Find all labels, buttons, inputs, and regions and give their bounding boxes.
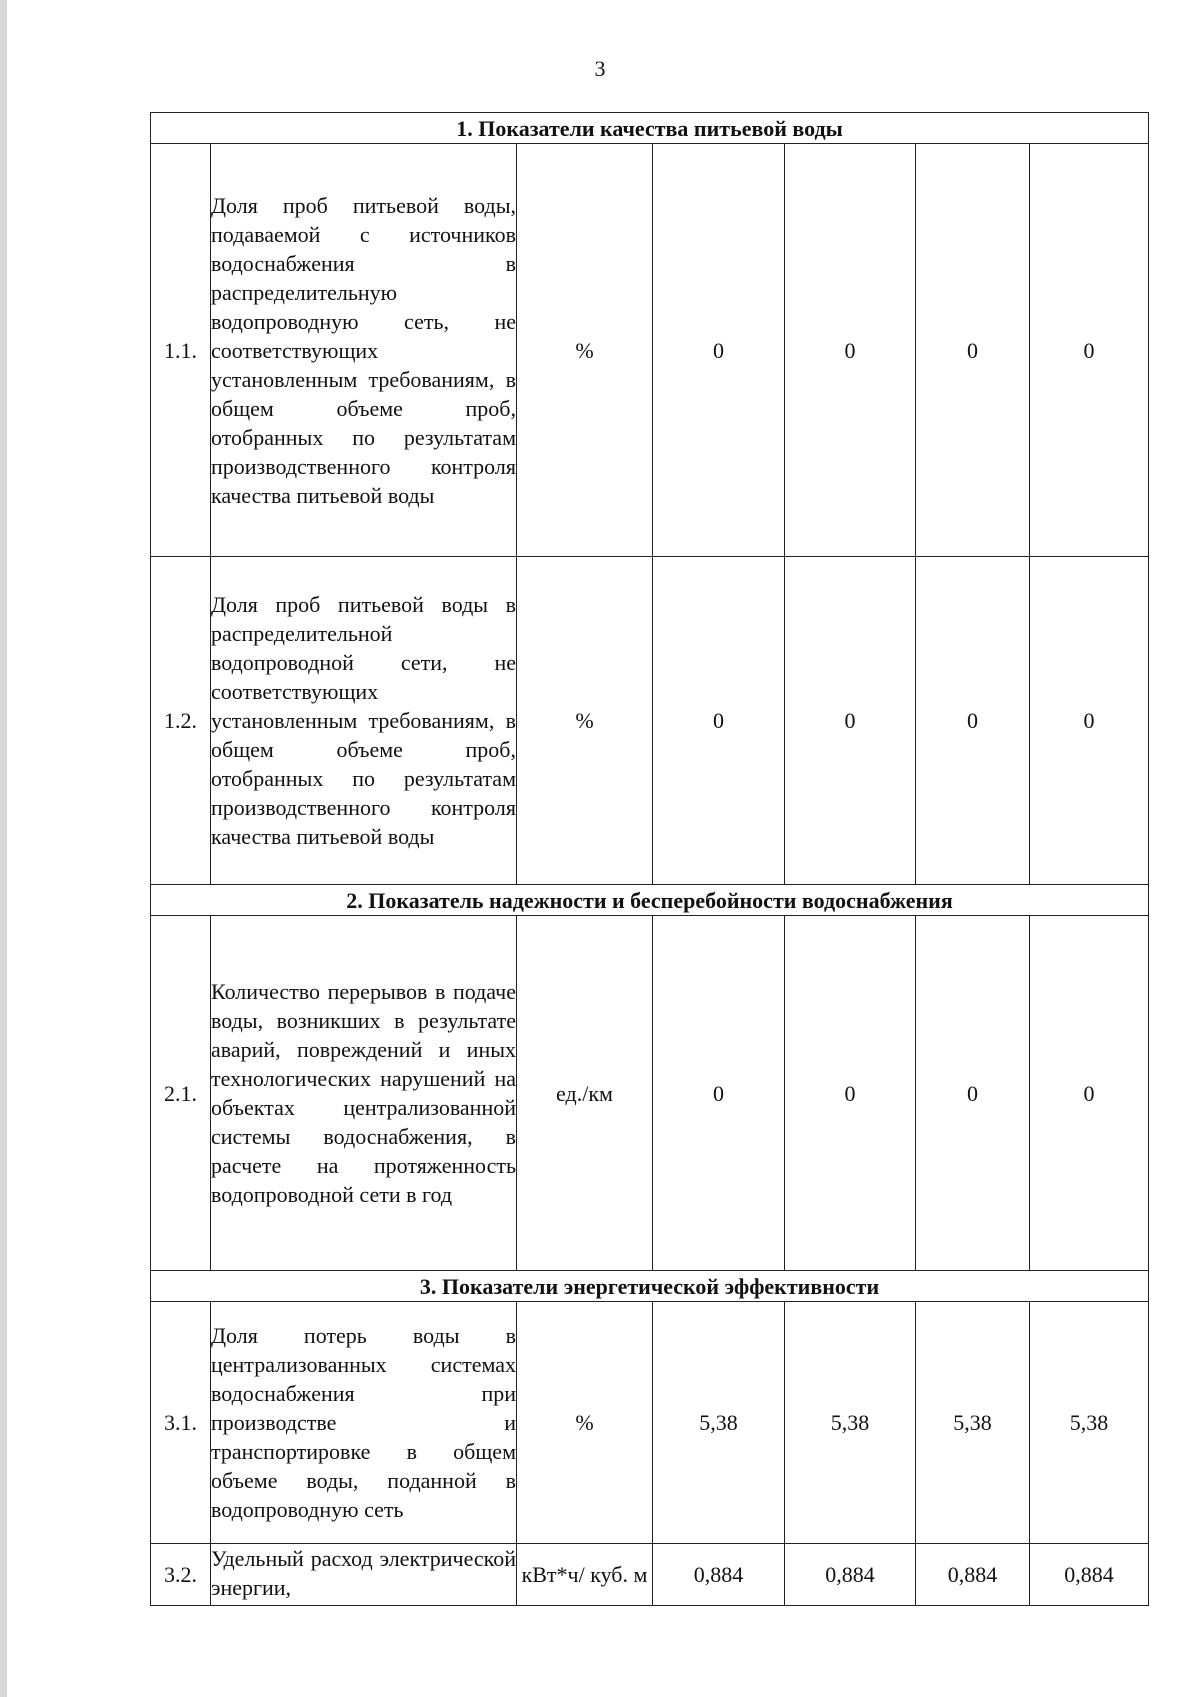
row-value: 0 — [785, 916, 916, 1271]
row-value: 0 — [785, 144, 916, 557]
row-value: 0 — [916, 557, 1030, 885]
row-description: Доля потерь воды в централизованных системах водоснабжения при производстве и транспортировке в общем объеме воды, поданной в водопроводную сеть — [211, 1302, 517, 1544]
row-unit: % — [517, 1302, 653, 1544]
row-value: 5,38 — [785, 1302, 916, 1544]
row-value: 0 — [653, 144, 785, 557]
row-value: 0,884 — [916, 1544, 1030, 1606]
row-value: 0 — [916, 916, 1030, 1271]
row-value: 0,884 — [785, 1544, 916, 1606]
row-value: 0,884 — [653, 1544, 785, 1606]
row-description: Удельный расход электрической энергии, — [211, 1544, 517, 1606]
row-value: 0 — [1030, 557, 1149, 885]
row-value: 0 — [653, 916, 785, 1271]
scan-edge — [0, 0, 7, 1697]
row-value: 5,38 — [916, 1302, 1030, 1544]
section-title: 2. Показатель надежности и бесперебойности водоснабжения — [151, 885, 1149, 916]
section-title: 3. Показатели энергетической эффективности — [151, 1271, 1149, 1302]
row-unit: ед./км — [517, 916, 653, 1271]
table-row — [151, 916, 1149, 1271]
row-description: Доля проб питьевой воды в распределительной водопроводной сети, не соответствующих установленным требованиям, в общем объеме проб, отобранных по результатам производственного контроля качества питьевой воды — [211, 557, 517, 885]
row-number: 1.2. — [151, 557, 211, 885]
row-description: Доля проб питьевой воды, подаваемой с источников водоснабжения в распределительную водопроводную сеть, не соответствующих установленным требованиям, в общем объеме проб, отобранных по результатам производственного контроля качества питьевой воды — [211, 144, 517, 557]
section-header-row — [151, 1271, 1149, 1302]
row-value: 0 — [785, 557, 916, 885]
row-number: 3.1. — [151, 1302, 211, 1544]
row-unit: % — [517, 557, 653, 885]
row-value: 0 — [916, 144, 1030, 557]
table-row — [151, 557, 1149, 885]
section-header-row — [151, 113, 1149, 144]
row-value: 5,38 — [1030, 1302, 1149, 1544]
row-unit: кВт*ч/ куб. м — [517, 1544, 653, 1606]
page-number: 3 — [594, 56, 606, 81]
row-value: 0,884 — [1030, 1544, 1149, 1606]
table-row — [151, 144, 1149, 557]
row-value: 0 — [1030, 144, 1149, 557]
row-number: 2.1. — [151, 916, 211, 1271]
row-number: 1.1. — [151, 144, 211, 557]
table-row — [151, 1544, 1149, 1606]
table-row — [151, 1302, 1149, 1544]
section-title: 1. Показатели качества питьевой воды — [151, 113, 1149, 144]
indicators-table — [150, 112, 1149, 1606]
row-unit: % — [517, 144, 653, 557]
row-value: 0 — [1030, 916, 1149, 1271]
row-value: 0 — [653, 557, 785, 885]
section-header-row — [151, 885, 1149, 916]
row-description: Количество перерывов в подаче воды, возникших в результате аварий, повреждений и иных технологических нарушений на объектах централизованной системы водоснабжения, в расчете на протяженность водопроводной сети в год — [211, 916, 517, 1271]
row-value: 5,38 — [653, 1302, 785, 1544]
row-number: 3.2. — [151, 1544, 211, 1606]
